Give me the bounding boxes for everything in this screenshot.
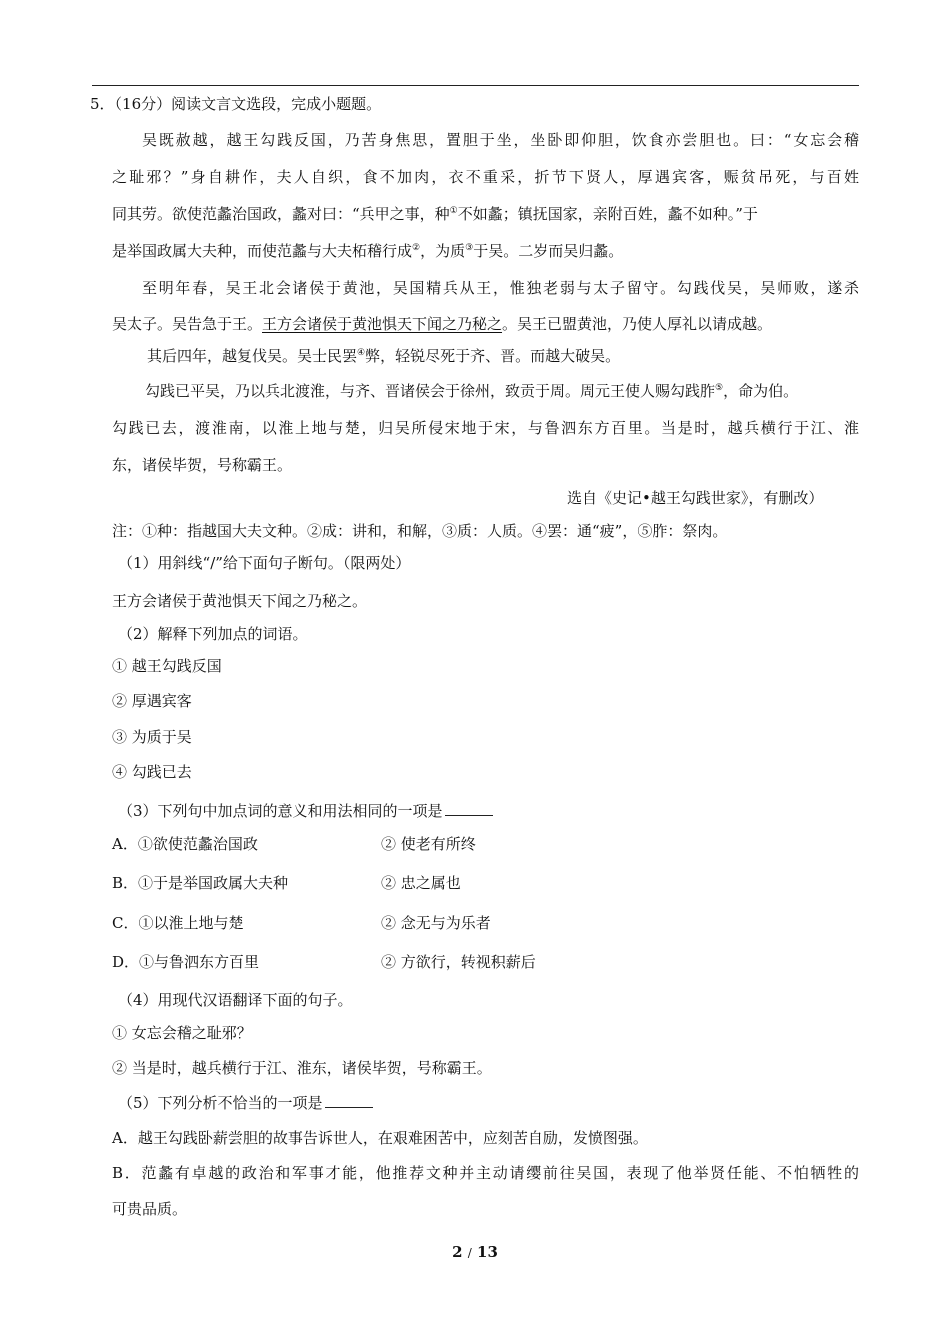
sub2-prompt: （2）解释下列加点的词语。	[118, 625, 308, 643]
annotation-note: 注：①种：指越国大夫文种。②成：讲和，和解，③质：人质。④罢：通“疲”，⑤胙：祭肉。	[112, 522, 728, 540]
page-number: 2 / 13	[452, 1243, 498, 1261]
sub3-option-d-compare: ② 方欲行，转视积薪后	[381, 953, 536, 971]
sub5-prompt: （5）下列分析不恰当的一项是	[118, 1092, 373, 1113]
header-rule	[92, 85, 859, 86]
answer-blank[interactable]	[445, 800, 493, 816]
passage-line: 之耻邪？”身自耕作，夫人自织，食不加肉，衣不重采，折节下贤人，厚遇宾客，赈贫吊死，与百姓	[112, 168, 859, 186]
footnote-mark: ①	[449, 206, 458, 216]
sub4-item: ② 当是时，越兵横行于江、淮东，诸侯毕贺，号称霸王。	[112, 1059, 492, 1077]
sub5-option-a: A．越王勾践卧薪尝胆的故事告诉世人，在艰难困苦中，应刻苦自励，发愤图强。	[112, 1129, 648, 1147]
passage-line: 是举国政属大夫种，而使范蠡与大夫柘稽行成②，为质③于吴。二岁而吴归蠡。	[112, 242, 624, 260]
sub1-prompt: （1）用斜线“/”给下面句子断句。（限两处）	[118, 554, 411, 572]
passage-line: 至明年春，吴王北会诸侯于黄池，吴国精兵从王，惟独老弱与太子留守。勾践伐吴，吴师败，遂杀	[142, 279, 859, 297]
footnote-mark: ②	[412, 243, 421, 253]
sub2-item: ④ 勾践已去	[112, 763, 192, 781]
source-citation: 选自《史记•越王勾践世家》，有删改）	[567, 489, 824, 507]
sub2-item: ① 越王勾践反国	[112, 657, 222, 675]
sub5-option-b: B．范蠡有卓越的政治和军事才能，他推荐文种并主动请缨前往吴国，表现了他举贤任能、不怕牺牲的	[112, 1164, 859, 1182]
sub4-prompt: （4）用现代汉语翻译下面的句子。	[118, 991, 353, 1009]
sub3-option-a-compare: ② 使老有所终	[381, 835, 476, 853]
passage-line: 同其劳。欲使范蠡治国政，蠡对曰：“兵甲之事，种①不如蠡；镇抚国家，亲附百姓，蠡不如种。”于	[112, 205, 758, 223]
footnote-mark: ④	[357, 348, 366, 358]
sub2-item: ③ 为质于吴	[112, 728, 192, 746]
sub3-option-b-compare: ② 忠之属也	[381, 874, 461, 892]
passage-line: 勾践已去，渡淮南，以淮上地与楚，归吴所侵宋地于宋，与鲁泗东方百里。当是时，越兵横行于江、淮	[112, 419, 859, 437]
sub3-option-d: D．①与鲁泗东方百里	[112, 953, 260, 971]
underlined-sentence: 王方会诸侯于黄池惧天下闻之乃秘之	[262, 315, 503, 333]
sub3-prompt: （3）下列句中加点词的意义和用法相同的一项是	[118, 800, 493, 821]
sub3-option-c-compare: ② 念无与为乐者	[381, 914, 491, 932]
sub5-option-b-cont: 可贵品质。	[112, 1200, 188, 1218]
passage-line: 其后四年，越复伐吴。吴士民罢④弊，轻锐尽死于齐、晋。而越大破吴。	[147, 347, 621, 365]
footnote-mark: ⑤	[715, 383, 724, 393]
sub3-option-a: A．①欲使范蠡治国政	[112, 835, 258, 853]
footnote-mark: ③	[465, 243, 474, 253]
passage-line: 吴既赦越，越王勾践反国，乃苦身焦思，置胆于坐，坐卧即仰胆，饮食亦尝胆也。曰：“女忘会稽	[142, 131, 859, 149]
passage-line: 东，诸侯毕贺，号称霸王。	[112, 456, 293, 474]
passage-line: 吴太子。吴告急于王。王方会诸侯于黄池惧天下闻之乃秘之。吴王已盟黄池，乃使人厚礼以请成越。	[112, 315, 773, 333]
sub4-item: ① 女忘会稽之耻邪？	[112, 1024, 252, 1042]
sub1-sentence: 王方会诸侯于黄池惧天下闻之乃秘之。	[112, 592, 368, 610]
passage-line: 勾践已平吴，乃以兵北渡淮，与齐、晋诸侯会于徐州，致贡于周。周元王使人赐勾践胙⑤，命为伯。	[145, 382, 799, 400]
sub2-item: ② 厚遇宾客	[112, 692, 192, 710]
sub3-option-c: C．①以淮上地与楚	[112, 914, 244, 932]
sub3-option-b: B．①于是举国政属大夫种	[112, 874, 289, 892]
question-header: 5．（16分）阅读文言文选段，完成小题题。	[90, 95, 382, 113]
answer-blank[interactable]	[325, 1092, 373, 1108]
